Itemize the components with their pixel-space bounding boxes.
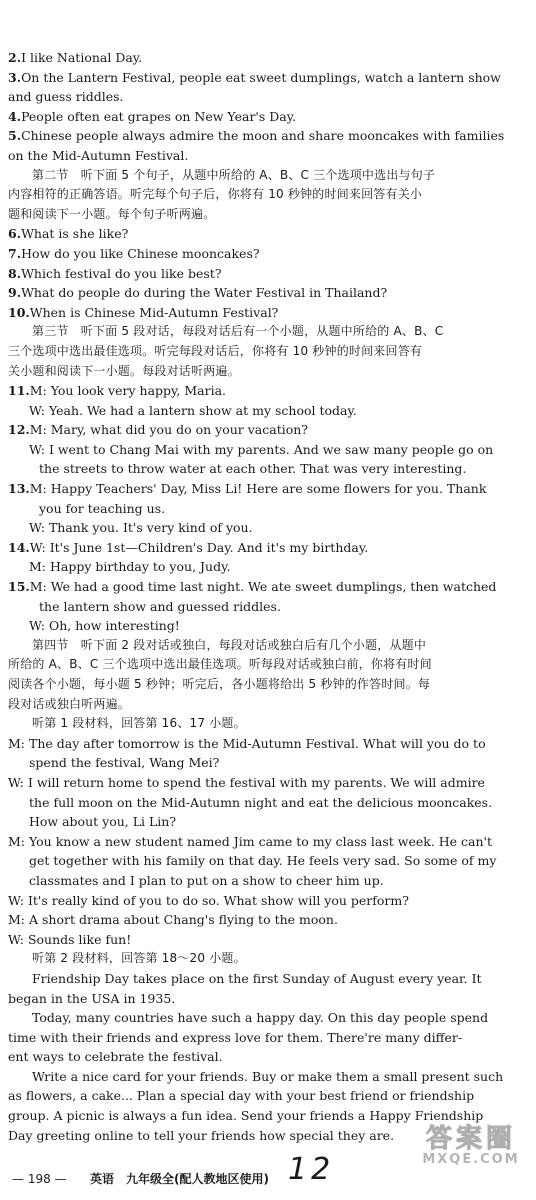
line-text: W: It's June 1st—Children's Day. And it's my birthday. (29, 539, 369, 555)
page-number: — 198 — (12, 1172, 67, 1186)
item-number: 14. (8, 539, 30, 555)
line-text: 第二节 听下面 5 个句子，从题中所给的 A、B、C 三个选项中选出与句子 (32, 167, 436, 182)
text-line (8, 1067, 508, 1087)
line-text: as flowers, a cake... Plan a special day with your best friend or friendship (8, 1088, 475, 1104)
text-line (8, 283, 508, 303)
text-line (8, 48, 508, 68)
line-text: M: We had a good time last night. We ate sweet dumplings, then watched (29, 579, 497, 595)
item-number: 2. (8, 50, 22, 65)
text-line (8, 969, 508, 989)
text-line (8, 655, 508, 675)
line-text: W: Oh, how interesting! (29, 618, 180, 634)
line-text: What is she like? (21, 226, 129, 242)
line-text: classmates and I plan to put on a show to cheer him up. (29, 872, 384, 888)
text-line (8, 675, 508, 695)
line-text: 听第 2 段材料，回答第 18～20 小题。 (32, 951, 246, 966)
text-line (8, 224, 508, 244)
text-line (8, 577, 508, 597)
text-line (8, 303, 508, 323)
line-text: Friendship Day takes place on the first Sunday of August every year. It (32, 970, 482, 986)
line-text: M: You look very happy, Maria. (29, 383, 227, 399)
text-line (8, 518, 508, 538)
text-line (8, 832, 508, 852)
text-line (8, 616, 508, 636)
text-line (8, 695, 508, 715)
line-text: W: Yeah. We had a lantern show at my school today. (29, 402, 357, 418)
line-text: time with their friends and express love for them. There're many differ- (8, 1029, 463, 1045)
item-number: 4. (8, 108, 22, 124)
line-text: Which festival do you like best? (21, 265, 222, 281)
text-line (8, 851, 508, 871)
text-line (8, 597, 508, 617)
text-line (8, 264, 508, 284)
text-line (8, 342, 508, 362)
text-line (8, 734, 508, 754)
line-text: On the Lantern Festival, people eat sweet dumplings, watch a lantern show (21, 69, 501, 85)
watermark-url: MXQE.COM (422, 1151, 520, 1167)
line-text: Today, many countries have such a happy day. On this day people spend (32, 1010, 489, 1026)
text-line (8, 930, 508, 950)
line-text: 第四节 听下面 2 段对话或独白，每段对话或独白后有几个小题，从题中 (32, 637, 427, 652)
text-line (8, 949, 508, 969)
line-text: M: A short drama about Chang's flying to the moon. (8, 912, 338, 928)
line-text: 听第 1 段材料，回答第 16、17 小题。 (32, 716, 246, 731)
text-line (8, 440, 508, 460)
line-text: W: I will return home to spend the festival with my parents. We will admire (8, 774, 485, 790)
line-text: 所给的 A、B、C 三个选项中选出最佳选项。听每段对话或独白前，你将有时间 (8, 657, 432, 672)
line-text: M: The day after tomorrow is the Mid-Autumn Festival. What will you do to (8, 735, 486, 751)
text-line (8, 87, 508, 107)
text-line (8, 68, 508, 88)
line-text: 三个选项中选出最佳选项。听完每段对话后，你将有 10 秒钟的时间来回答有 (8, 343, 423, 358)
book-title: 英语 九年级全(配人教地区使用) (90, 1172, 269, 1186)
item-number: 9. (8, 285, 22, 301)
line-text: ent ways to celebrate the festival. (8, 1049, 223, 1065)
text-line (8, 322, 508, 342)
item-number: 6. (8, 226, 22, 242)
text-line (8, 793, 508, 813)
line-text: began in the USA in 1935. (8, 990, 176, 1006)
line-text: M: You know a new student named Jim came to my class last week. He can't (8, 833, 493, 849)
text-line (8, 459, 508, 479)
text-line (8, 185, 508, 205)
text-line (8, 244, 508, 264)
text-line (8, 773, 508, 793)
text-line (8, 362, 508, 382)
line-text: 内容相符的正确答语。听完每个句子后，你将有 10 秒钟的时间来回答有关小 (8, 187, 423, 202)
line-text: W: Thank you. It's very kind of you. (29, 520, 253, 536)
line-text: M: Happy birthday to you, Judy. (29, 559, 231, 575)
line-text: M: Happy Teachers' Day, Miss Li! Here are some flowers for you. Thank (29, 481, 487, 497)
text-line (8, 538, 508, 558)
text-line (8, 910, 508, 930)
item-number: 11. (8, 383, 30, 399)
item-number: 7. (8, 245, 22, 261)
line-text: W: Sounds like fun! (8, 931, 132, 947)
text-line (8, 205, 508, 225)
line-text: the streets to throw water at each other. That was very interesting. (39, 461, 467, 477)
text-line (8, 753, 508, 773)
line-text: People often eat grapes on New Year's Day. (21, 108, 297, 124)
line-text: get together with his family on that day. He feels very sad. So some of my (29, 853, 497, 869)
text-line (8, 420, 508, 440)
line-text: I like National Day. (21, 50, 143, 65)
line-text: How do you like Chinese mooncakes? (21, 245, 260, 261)
line-text: How about you, Li Lin? (29, 814, 177, 830)
text-line (8, 989, 508, 1009)
line-text: 段对话或独白听两遍。 (8, 696, 131, 711)
text-line (8, 714, 508, 734)
text-line (8, 1106, 508, 1126)
line-text: What do people do during the Water Festival in Thailand? (21, 285, 388, 301)
line-text: group. A picnic is always a fun idea. Send your friends a Happy Friendship (8, 1108, 484, 1124)
text-line (8, 499, 508, 519)
watermark-text: 答案圈 (425, 1124, 516, 1154)
line-text: 题和阅读下一小题。每个句子听两遍。 (8, 206, 216, 221)
item-number: 8. (8, 265, 22, 281)
line-text: spend the festival, Wang Mei? (29, 755, 220, 771)
text-line (8, 871, 508, 891)
line-text: Chinese people always admire the moon and share mooncakes with families (21, 128, 505, 144)
line-text: 阅读各个小题，每小题 5 秒钟；听完后，各小题将给出 5 秒钟的作答时间。每 (8, 677, 431, 691)
line-text: Write a nice card for your friends. Buy or make them a small present such (32, 1068, 504, 1084)
line-text: on the Mid-Autumn Festival. (8, 147, 189, 163)
line-text: W: It's really kind of you to do so. What show will you perform? (8, 892, 409, 908)
line-text: M: Mary, what did you do on your vacation? (29, 422, 308, 438)
text-line (8, 146, 508, 166)
item-number: 10. (8, 304, 30, 320)
text-line (8, 1008, 508, 1028)
text-line (8, 812, 508, 832)
item-number: 5. (8, 128, 22, 144)
line-text: 第三节 听下面 5 段对话，每段对话后有一个小题，从题中所给的 A、B、C (32, 324, 444, 339)
text-line (8, 401, 508, 421)
text-line (8, 891, 508, 911)
watermark-logo (410, 1124, 532, 1196)
document-body (8, 48, 508, 1145)
line-text: When is Chinese Mid-Autumn Festival? (29, 304, 279, 320)
text-line (8, 1047, 508, 1067)
line-text: 关小题和阅读下一小题。每段对话听两遍。 (8, 363, 240, 378)
line-text: and guess riddles. (8, 89, 124, 105)
text-line (8, 557, 508, 577)
item-number: 3. (8, 69, 22, 85)
text-line (8, 479, 508, 499)
text-line (8, 381, 508, 401)
text-line (8, 126, 508, 146)
handwritten-mark: 12 (288, 1152, 335, 1187)
text-line (8, 1028, 508, 1048)
line-text: Day greeting online to tell your friends how special they are. (8, 1127, 395, 1143)
text-line (8, 166, 508, 186)
line-text: the full moon on the Mid-Autumn night and eat the delicious mooncakes. (29, 794, 493, 810)
line-text: W: I went to Chang Mai with my parents. And we saw many people go on (29, 441, 494, 457)
text-line (8, 636, 508, 656)
text-line (8, 107, 508, 127)
line-text: the lantern show and guessed riddles. (39, 598, 281, 614)
text-line (8, 1086, 508, 1106)
item-number: 12. (8, 422, 30, 438)
item-number: 13. (8, 481, 30, 497)
line-text: you for teaching us. (39, 500, 166, 516)
item-number: 15. (8, 579, 30, 595)
